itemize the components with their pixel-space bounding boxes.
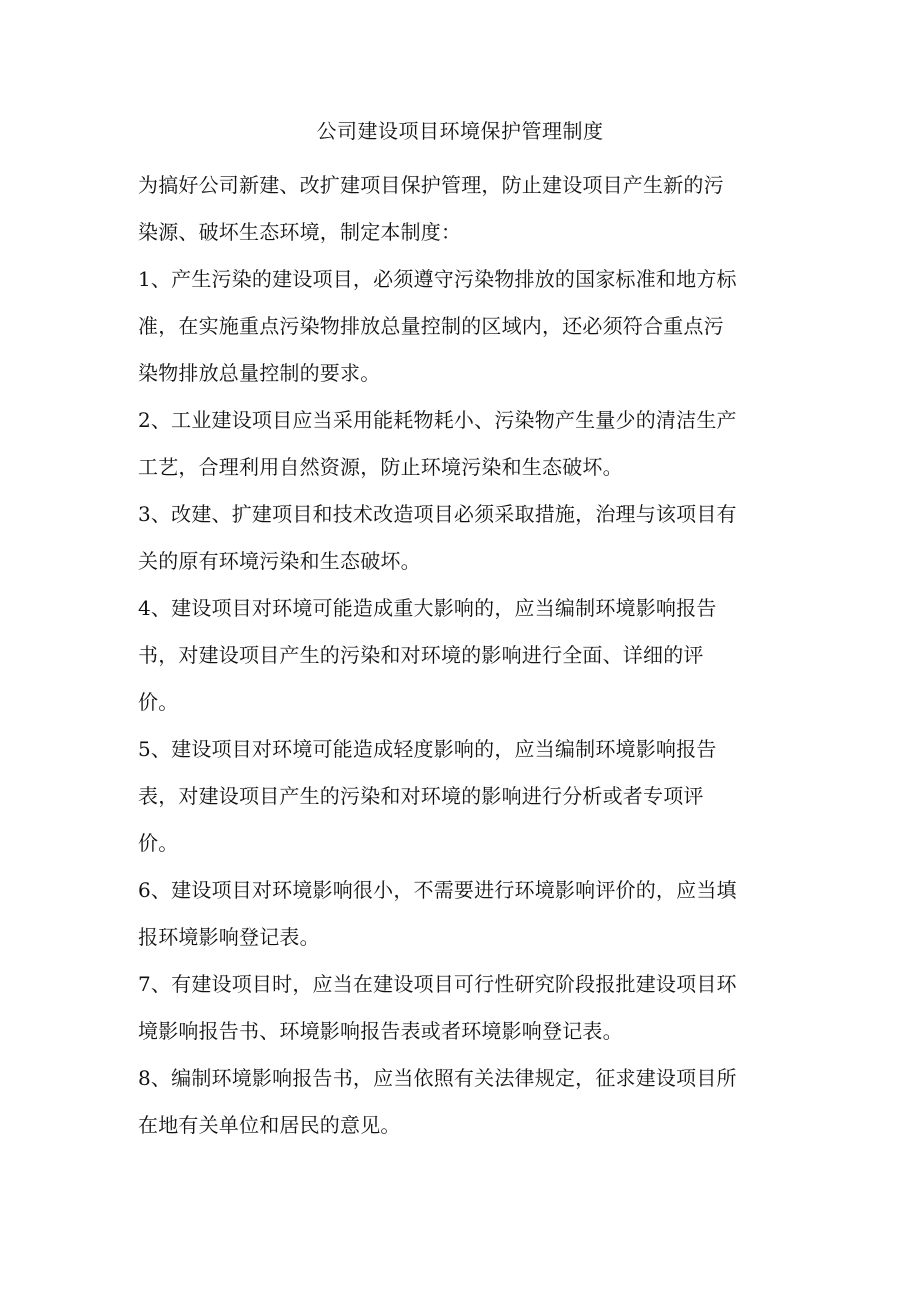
paragraph-line: 价。 [138, 690, 179, 714]
paragraph-line: 表，对建设项目产生的污染和对环境的影响进行分析或者专项评 [138, 784, 704, 808]
paragraph-line: 4、建设项目对环境可能造成重大影响的，应当编制环境影响报告 [138, 596, 717, 620]
paragraph-line: 价。 [138, 831, 179, 855]
document-title: 公司建设项目环境保护管理制度 [316, 119, 604, 143]
paragraph-item-5 [138, 726, 788, 867]
paragraph-line: 2、工业建设项目应当采用能耗物耗小、污染物产生量少的清洁生产 [138, 408, 737, 432]
paragraph-item-4 [138, 585, 788, 726]
paragraph-item-2 [138, 397, 788, 491]
paragraph-line: 书，对建设项目产生的污染和对环境的影响进行全面、详细的评 [138, 643, 704, 667]
paragraph-line: 在地有关单位和居民的意见。 [138, 1113, 401, 1137]
paragraph-line: 7、有建设项目时，应当在建设项目可行性研究阶段报批建设项目环 [138, 972, 737, 996]
document-body [138, 162, 788, 1149]
paragraph-line: 1、产生污染的建设项目，必须遵守污染物排放的国家标准和地方标 [138, 267, 737, 291]
paragraph-line: 3、改建、扩建项目和技术改造项目必须采取措施，治理与该项目有 [138, 502, 737, 526]
paragraph-line: 8、编制环境影响报告书，应当依照有关法律规定，征求建设项目所 [138, 1066, 737, 1090]
paragraph-item-8 [138, 1055, 788, 1149]
paragraph-line: 境影响报告书、环境影响报告表或者环境影响登记表。 [138, 1019, 623, 1043]
paragraph-line: 准，在实施重点污染物排放总量控制的区域内，还必须符合重点污 [138, 314, 724, 338]
paragraph-line: 6、建设项目对环境影响很小，不需要进行环境影响评价的，应当填 [138, 878, 737, 902]
paragraph-line: 5、建设项目对环境可能造成轻度影响的，应当编制环境影响报告 [138, 737, 717, 761]
paragraph-line: 报环境影响登记表。 [138, 925, 320, 949]
paragraph-item-6 [138, 867, 788, 961]
paragraph-intro [138, 162, 788, 256]
paragraph-item-3 [138, 491, 788, 585]
paragraph-item-7 [138, 961, 788, 1055]
paragraph-line: 染源、破坏生态环境，制定本制度： [138, 220, 462, 244]
paragraph-line: 为搞好公司新建、改扩建项目保护管理，防止建设项目产生新的污 [138, 173, 724, 197]
paragraph-item-1 [138, 256, 788, 397]
paragraph-line: 工艺，合理利用自然资源，防止环境污染和生态破坏。 [138, 455, 623, 479]
paragraph-line: 关的原有环境污染和生态破坏。 [138, 549, 421, 573]
paragraph-line: 染物排放总量控制的要求。 [138, 361, 381, 385]
